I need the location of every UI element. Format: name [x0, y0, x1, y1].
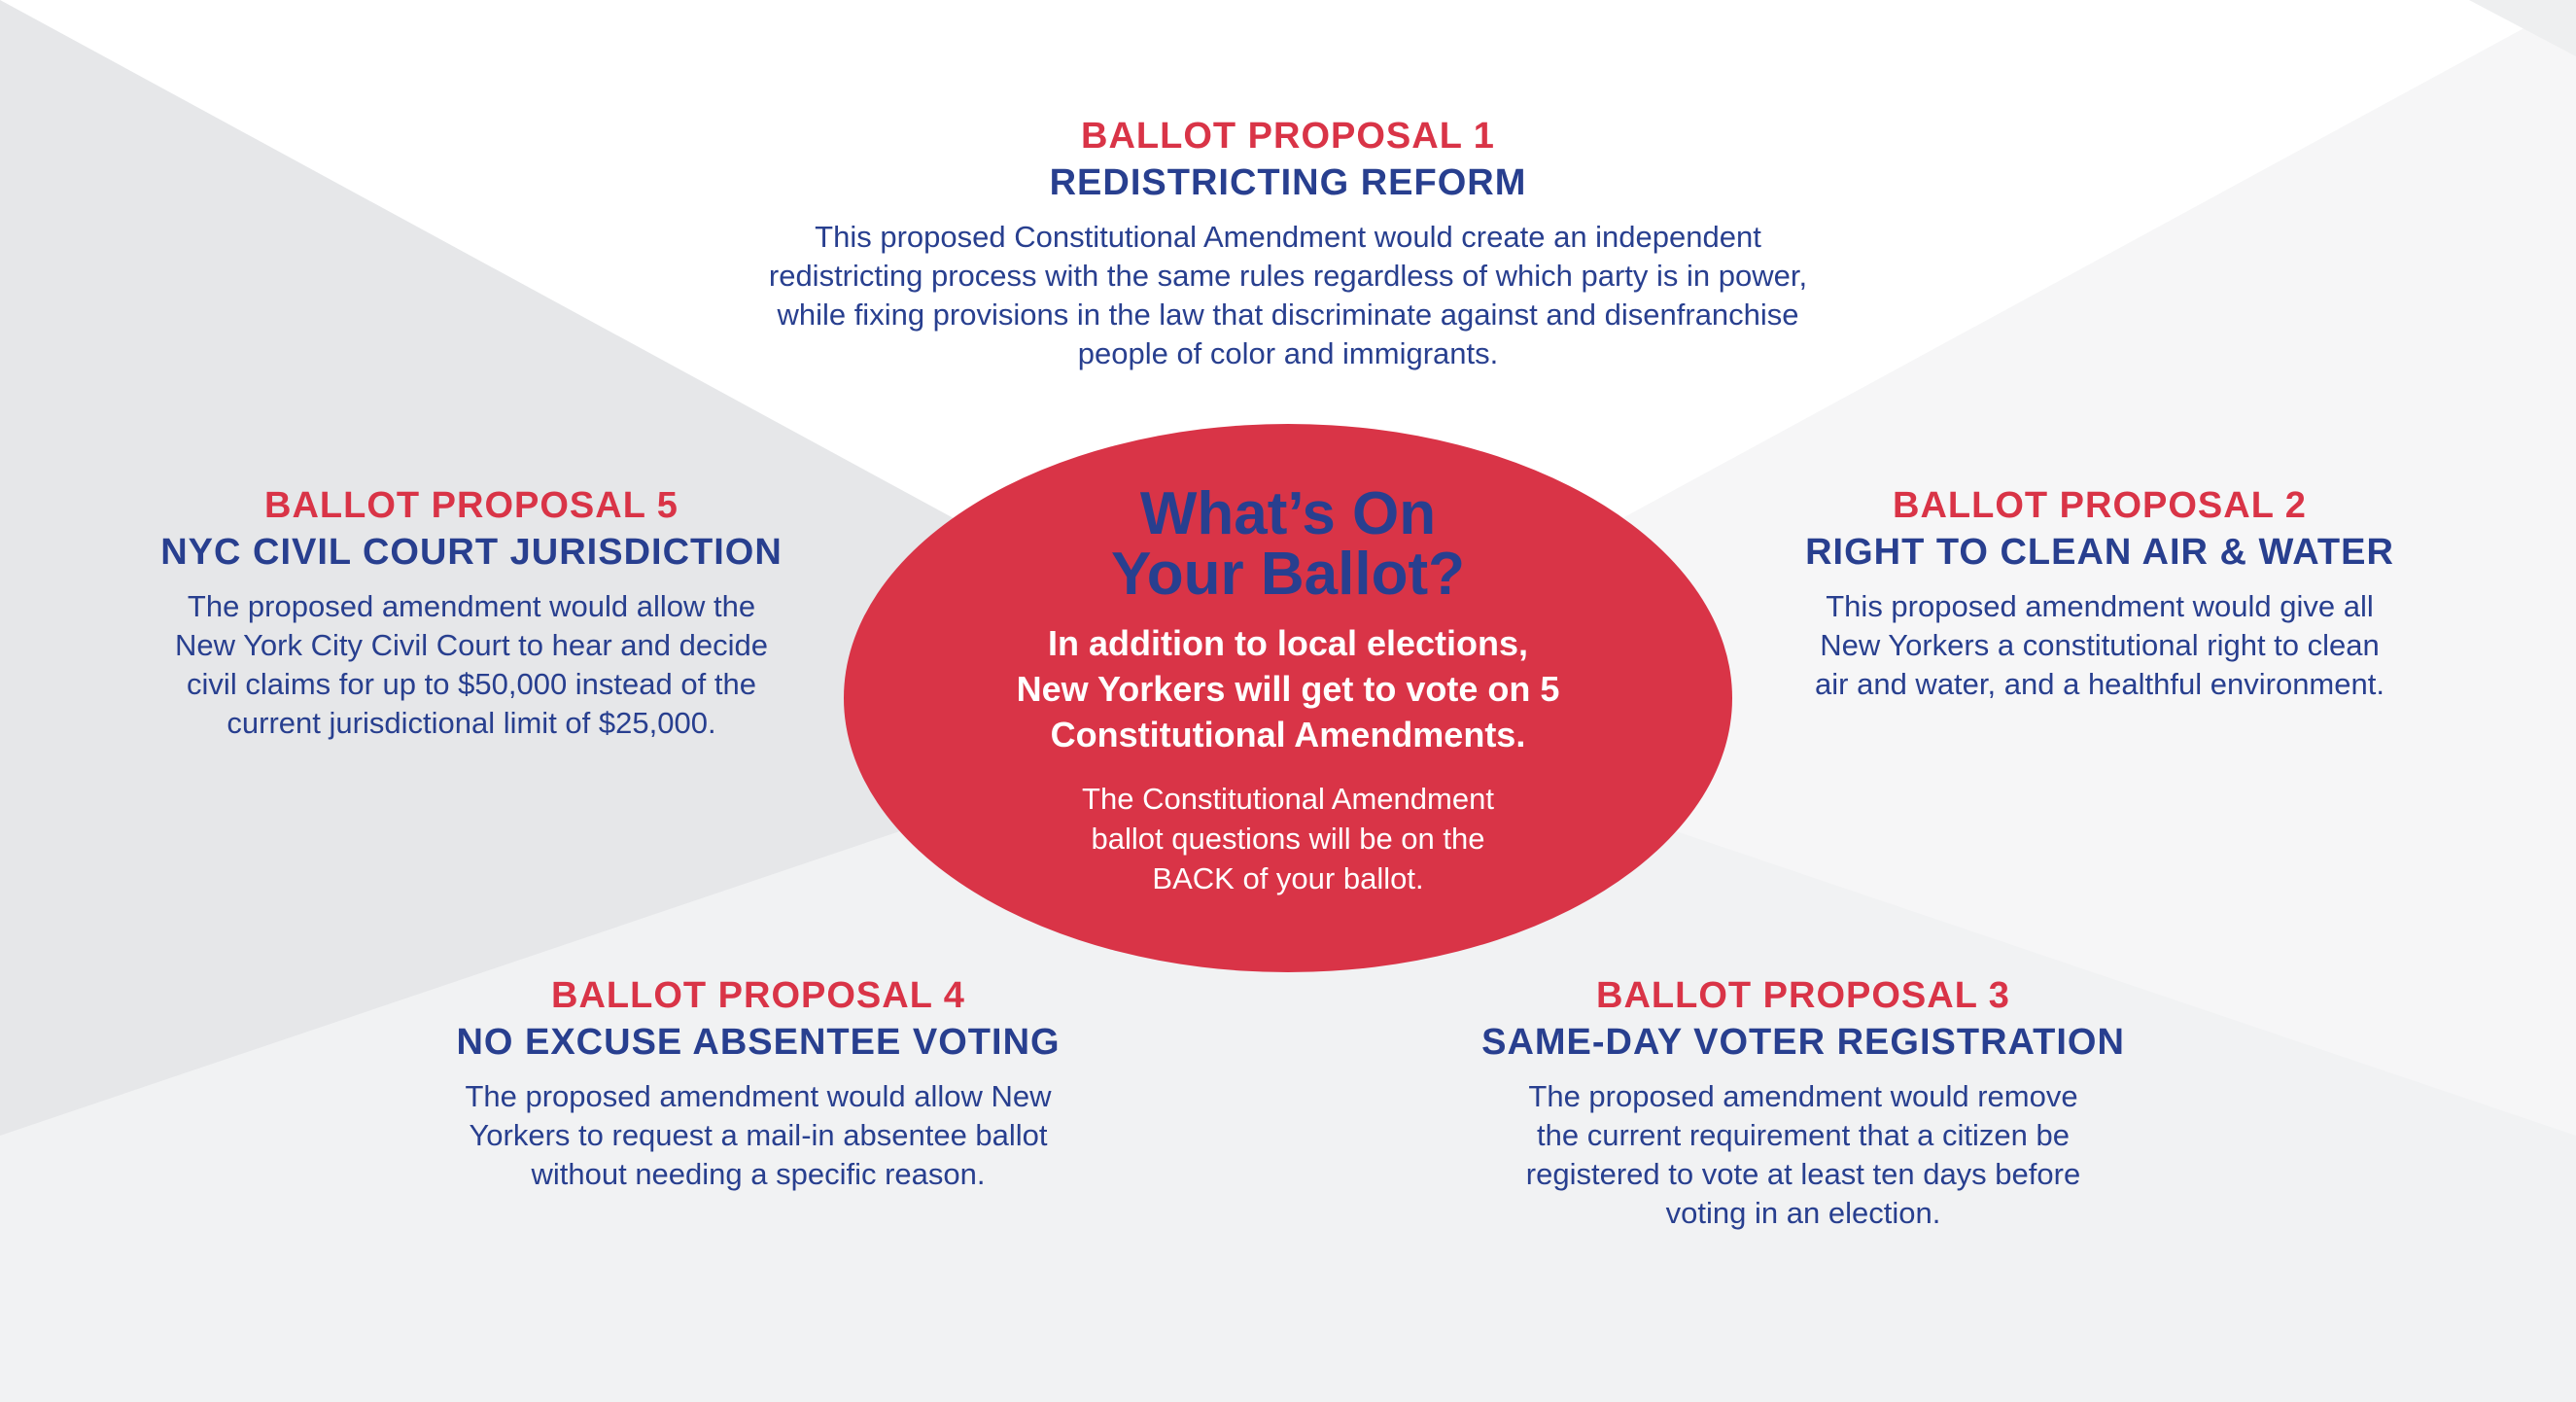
proposal-description: [1721, 587, 2479, 704]
proposal-description: [379, 1077, 1137, 1194]
proposal-description-line: redistricting process with the same rules regardless of which party is in power,: [768, 259, 1808, 293]
proposal-description-line: New York City Civil Court to hear and decide: [175, 628, 768, 662]
proposal-description: [1414, 1077, 2192, 1233]
proposal-3: [1414, 972, 2192, 1233]
proposal-description-line: The proposed amendment would allow the: [187, 589, 756, 623]
center-subtitle-line: New Yorkers will get to vote on 5: [1016, 669, 1560, 709]
proposal-description-line: This proposed Constitutional Amendment would create an independent: [815, 220, 1761, 254]
proposal-5: [87, 482, 855, 743]
center-note-line: ballot questions will be on the: [1091, 822, 1485, 856]
proposal-description-line: air and water, and a healthful environment.: [1815, 667, 2385, 701]
proposal-description-line: The proposed amendment would remove: [1528, 1079, 2078, 1113]
center-content: [941, 480, 1635, 898]
proposal-description-line: This proposed amendment would give all: [1826, 589, 2374, 623]
proposal-label: BALLOT PROPOSAL 4: [551, 975, 965, 1016]
proposal-description-line: without needing a specific reason.: [531, 1157, 986, 1191]
proposal-4: [379, 972, 1137, 1194]
proposal-description-line: New Yorkers a constitutional right to clean: [1820, 628, 2380, 662]
center-subtitle-line: Constitutional Amendments.: [1050, 715, 1526, 754]
center-subtitle: [941, 620, 1635, 757]
proposal-label: BALLOT PROPOSAL 2: [1893, 485, 2307, 526]
proposal-title: RIGHT TO CLEAN AIR & WATER: [1805, 532, 2394, 573]
proposal-label: BALLOT PROPOSAL 1: [1081, 116, 1495, 157]
proposal-title: NO EXCUSE ABSENTEE VOTING: [456, 1022, 1061, 1063]
center-title-line: Your Ballot?: [1111, 541, 1465, 608]
proposal-2: [1721, 482, 2479, 704]
proposal-description-line: registered to vote at least ten days before: [1525, 1157, 2081, 1191]
proposal-description-line: The proposed amendment would allow New: [465, 1079, 1052, 1113]
proposal-description-line: the current requirement that a citizen be: [1537, 1118, 2070, 1152]
proposal-description: [87, 587, 855, 743]
proposal-description-line: Yorkers to request a mail-in absentee ballot: [469, 1118, 1048, 1152]
proposal-description-line: while fixing provisions in the law that discriminate against and disenfranchise: [777, 298, 1799, 332]
center-title: [941, 480, 1635, 608]
proposal-label: BALLOT PROPOSAL 3: [1596, 975, 2010, 1016]
center-note-line: BACK of your ballot.: [1152, 861, 1424, 895]
center-subtitle-line: In addition to local elections,: [1047, 623, 1529, 663]
proposal-description-line: voting in an election.: [1665, 1196, 1941, 1230]
proposal-description-line: people of color and immigrants.: [1077, 336, 1499, 370]
center-note: [941, 779, 1635, 898]
center-note-line: The Constitutional Amendment: [1082, 782, 1494, 816]
proposal-description-line: current jurisdictional limit of $25,000.: [226, 706, 716, 740]
proposal-label: BALLOT PROPOSAL 5: [264, 485, 679, 526]
proposal-1: [608, 113, 1968, 373]
proposal-title: REDISTRICTING REFORM: [1049, 162, 1527, 203]
proposal-description: [608, 218, 1968, 373]
proposal-title: NYC CIVIL COURT JURISDICTION: [160, 532, 783, 573]
center-title-line: What’s On: [1139, 480, 1437, 547]
proposal-title: SAME-DAY VOTER REGISTRATION: [1481, 1022, 2125, 1063]
proposal-description-line: civil claims for up to $50,000 instead of the: [187, 667, 756, 701]
